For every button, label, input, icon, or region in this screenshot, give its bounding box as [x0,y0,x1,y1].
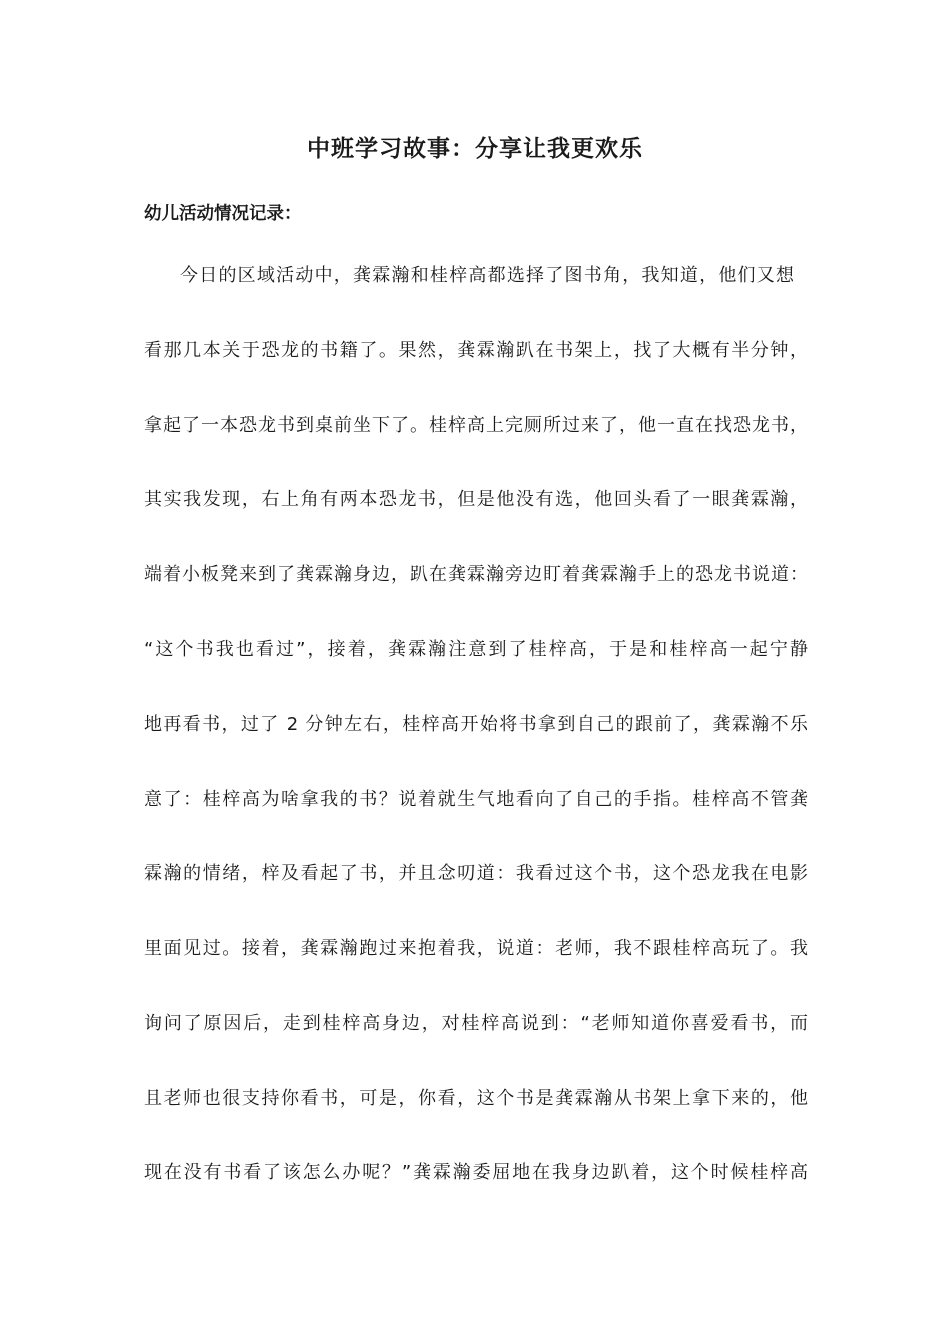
paragraph-line: 意了：桂梓高为啥拿我的书？说着就生气地看向了自己的手指。桂梓高不管龚 [144,789,808,810]
document-title: 中班学习故事：分享让我更欢乐 [307,136,643,162]
paragraph-line: 地再看书，过了 2 分钟左右，桂梓高开始将书拿到自己的跟前了，龚霖瀚不乐 [144,714,808,735]
paragraph-line: 其实我发现，右上角有两本恐龙书，但是他没有选，他回头看了一眼龚霖瀚， [144,489,808,510]
paragraph-line: 霖瀚的情绪，梓及看起了书，并且念叨道：我看过这个书，这个恐龙我在电影 [144,863,808,884]
paragraph-line: 且老师也很支持你看书，可是，你看，这个书是龚霖瀚从书架上拿下来的，他 [144,1088,808,1109]
paragraph-line: 现在没有书看了该怎么办呢？”龚霖瀚委屈地在我身边趴着，这个时候桂梓高 [144,1162,808,1183]
paragraph-line: 端着小板凳来到了龚霖瀚身边，趴在龚霖瀚旁边盯着龚霖瀚手上的恐龙书说道： [144,564,808,585]
paragraph-line: 拿起了一本恐龙书到桌前坐下了。桂梓高上完厕所过来了，他一直在找恐龙书， [144,415,808,436]
paragraph-line: 今日的区域活动中，龚霖瀚和桂梓高都选择了图书角，我知道，他们又想 [180,265,794,286]
paragraph-line: 里面见过。接着，龚霖瀚跑过来抱着我，说道：老师，我不跟桂梓高玩了。我 [144,938,808,959]
paragraph-line: 看那几本关于恐龙的书籍了。果然，龚霖瀚趴在书架上，找了大概有半分钟， [144,340,808,361]
paragraph-line: “这个书我也看过”，接着，龚霖瀚注意到了桂梓高，于是和桂梓高一起宁静 [144,639,808,660]
section-heading: 幼儿活动情况记录： [144,204,302,224]
paragraph-line: 询问了原因后，走到桂梓高身边，对桂梓高说到：“老师知道你喜爱看书，而 [144,1013,808,1034]
